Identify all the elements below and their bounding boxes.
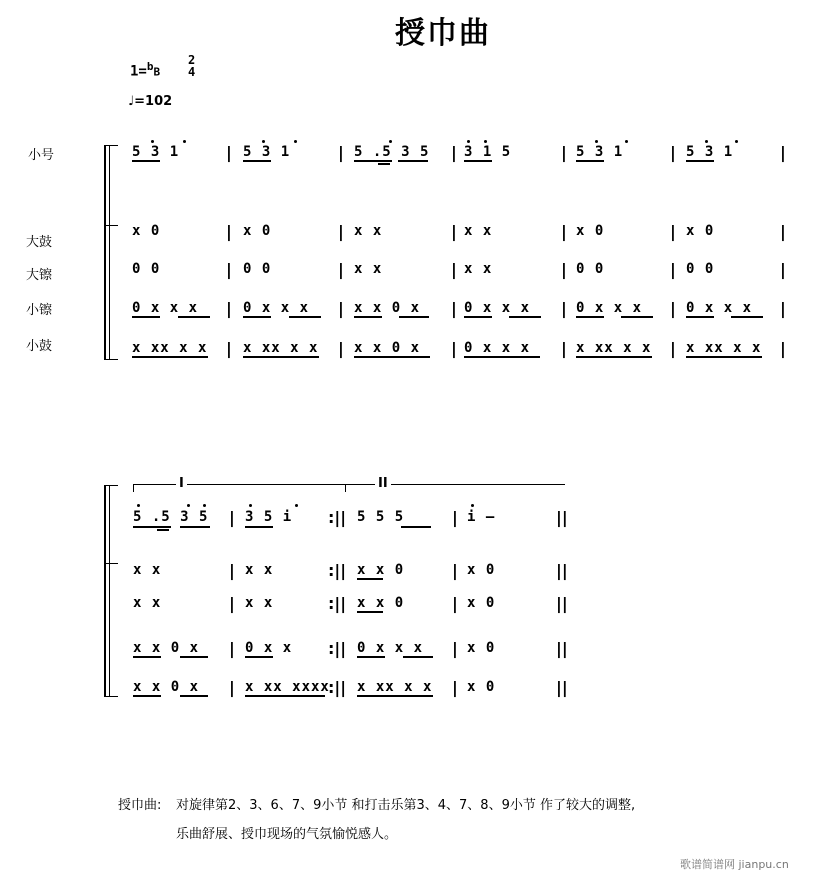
s1-bass-m3: x x	[354, 223, 383, 239]
barline: |	[338, 339, 344, 358]
instrument-trumpet: 小号	[28, 148, 55, 163]
beam-underline	[401, 526, 431, 528]
s1-cymbals-m3: x x	[354, 261, 383, 277]
barline: |	[561, 339, 567, 358]
beam-underline	[686, 356, 762, 358]
octave-dot	[389, 140, 392, 143]
s2-smallcym-m2: 0 x x	[245, 640, 293, 656]
volta-2-label: II	[375, 476, 391, 491]
system1-bracket-top	[104, 145, 118, 146]
barline: |	[338, 222, 344, 241]
s1-trumpet-m4: 3 1 5	[464, 144, 512, 160]
beam-underline	[245, 526, 273, 528]
system2-bracket-mid	[104, 563, 118, 564]
barline: |	[226, 260, 232, 279]
instrument-snare: 小鼓	[26, 339, 53, 354]
beam-underline	[289, 316, 321, 318]
beam-underline	[180, 695, 208, 697]
barline: |	[670, 260, 676, 279]
barline: |	[229, 639, 235, 658]
system1-bracket-inner	[109, 145, 110, 360]
beam-underline	[464, 160, 492, 162]
octave-dot	[249, 504, 252, 507]
octave-dot	[151, 140, 154, 143]
s1-smallcym-m6: 0 x x x	[686, 300, 753, 316]
system1-bracket-mid	[104, 225, 118, 226]
s1-cymbals-m4: x x	[464, 261, 493, 277]
barline: |	[780, 260, 786, 279]
octave-dot	[705, 140, 708, 143]
beam-underline	[354, 316, 382, 318]
s2-smallcym-m4: x 0	[467, 640, 496, 656]
barline: |	[451, 339, 457, 358]
barline: |	[780, 143, 786, 162]
barline: |	[452, 594, 458, 613]
beam-underline	[621, 316, 653, 318]
beam-underline	[686, 316, 714, 318]
system2-bracket-outer	[104, 485, 106, 697]
octave-dot	[187, 504, 190, 507]
octave-dot	[625, 140, 628, 143]
key-signature	[130, 60, 160, 80]
barline: |	[670, 222, 676, 241]
beam-underline	[132, 316, 160, 318]
repeat-end: :||	[328, 508, 347, 527]
beam-underline	[403, 656, 433, 658]
final-barline: ||	[556, 561, 568, 580]
system2-bracket-inner	[109, 485, 110, 697]
instrument-bass-drum: 大鼓	[26, 235, 53, 250]
beam-underline	[357, 611, 383, 613]
barline: |	[451, 222, 457, 241]
barline: |	[670, 143, 676, 162]
beam-underline	[399, 316, 429, 318]
beam-underline	[357, 656, 385, 658]
s1-smallcym-m3: x x 0 x	[354, 300, 421, 316]
s1-cymbals-m6: 0 0	[686, 261, 715, 277]
s1-smallcym-m5: 0 x x x	[576, 300, 643, 316]
s2-smallcym-m1: x x 0 x	[133, 640, 200, 656]
s1-bass-m2: x 0	[243, 223, 272, 239]
s1-bass-m6: x 0	[686, 223, 715, 239]
beam-underline	[180, 526, 210, 528]
volta-1-line	[133, 484, 345, 485]
beam-underline	[243, 356, 319, 358]
s1-cymbals-m5: 0 0	[576, 261, 605, 277]
system1-bracket-bottom	[104, 359, 118, 360]
barline: |	[561, 222, 567, 241]
barline: |	[338, 143, 344, 162]
barline: |	[229, 678, 235, 697]
page-title: 授巾曲	[395, 16, 491, 51]
system1-bracket-outer	[104, 145, 106, 360]
repeat-end: :||	[328, 639, 347, 658]
beam-underline	[354, 160, 392, 162]
s1-smallcym-m4: 0 x x x	[464, 300, 531, 316]
s2-trumpet-m2: 3 5 i	[245, 509, 293, 525]
s1-cymbals-m2: 0 0	[243, 261, 272, 277]
barline: |	[451, 299, 457, 318]
s2-cymbals-m4: x 0	[467, 595, 496, 611]
beam-underline	[357, 578, 383, 580]
octave-dot	[203, 504, 206, 507]
beam-underline	[576, 356, 652, 358]
barline: |	[226, 299, 232, 318]
tempo-mark: ♩=102	[128, 94, 173, 109]
s1-trumpet-m5: 5 3 1	[576, 144, 624, 160]
final-barline: ||	[556, 594, 568, 613]
s2-trumpet-m3: 5 5 5	[357, 509, 405, 525]
description-line1: 对旋律第2、3、6、7、9小节 和打击乐第3、4、7、8、9小节 作了较大的调整,	[176, 798, 636, 813]
description-line2: 乐曲舒展、授巾现场的气氛愉悦感人。	[176, 827, 398, 842]
s2-snare-m2: x xx xxxx	[245, 679, 330, 695]
barline: |	[226, 143, 232, 162]
beam-underline	[576, 160, 604, 162]
barline: |	[451, 143, 457, 162]
beam-underline	[464, 356, 540, 358]
s1-snare-m1: x xx x x	[132, 340, 208, 356]
barline: |	[338, 260, 344, 279]
barline: |	[780, 222, 786, 241]
beam-underline	[180, 656, 208, 658]
s1-snare-m3: x x 0 x	[354, 340, 421, 356]
barline: |	[451, 260, 457, 279]
octave-dot	[467, 140, 470, 143]
barline: |	[226, 339, 232, 358]
beam-underline	[398, 160, 428, 162]
barline: |	[780, 339, 786, 358]
octave-dot	[137, 504, 140, 507]
s1-smallcym-m1: 0 x x x	[132, 300, 199, 316]
s1-trumpet-m3: 5 .5 3 5	[354, 144, 430, 160]
volta-1-label: I	[176, 476, 187, 491]
s2-bass-m1: x x	[133, 562, 162, 578]
barline: |	[452, 508, 458, 527]
s1-bass-m5: x 0	[576, 223, 605, 239]
system2-bracket-bottom	[104, 696, 118, 697]
beam-underline	[133, 656, 161, 658]
key-flat: b	[146, 60, 154, 73]
barline: |	[452, 678, 458, 697]
s1-snare-m4: 0 x x x	[464, 340, 531, 356]
beam-underline	[686, 160, 714, 162]
beam-underline	[133, 695, 161, 697]
beam-underline	[245, 695, 325, 697]
barline: |	[670, 339, 676, 358]
s1-snare-m5: x xx x x	[576, 340, 652, 356]
s2-bass-m4: x 0	[467, 562, 496, 578]
barline: |	[226, 222, 232, 241]
beam-underline	[357, 695, 433, 697]
s1-bass-m4: x x	[464, 223, 493, 239]
watermark: 歌谱简谱网 jianpu.cn	[680, 858, 789, 871]
octave-dot	[262, 140, 265, 143]
octave-dot	[295, 504, 298, 507]
volta-1-tick	[133, 484, 134, 492]
beam-underline	[576, 316, 604, 318]
key-one-eq: 1=	[130, 63, 147, 80]
barline: |	[338, 299, 344, 318]
beam-underline	[178, 316, 210, 318]
s1-trumpet-m6: 5 3 1	[686, 144, 734, 160]
final-barline: ||	[556, 508, 568, 527]
beam-underline	[731, 316, 763, 318]
s2-smallcym-m3: 0 x x x	[357, 640, 424, 656]
barline: |	[780, 299, 786, 318]
system2-bracket-top	[104, 485, 118, 486]
s2-snare-m3: x xx x x	[357, 679, 433, 695]
s2-trumpet-m1: 5 .5 3 5	[133, 509, 209, 525]
repeat-end: :||	[328, 678, 347, 697]
barline: |	[452, 639, 458, 658]
s1-snare-m6: x xx x x	[686, 340, 762, 356]
octave-dot	[183, 140, 186, 143]
beam-underline	[354, 356, 430, 358]
barline: |	[561, 260, 567, 279]
beam-underline	[243, 316, 271, 318]
barline: |	[229, 508, 235, 527]
beam-underline	[132, 356, 208, 358]
s1-snare-m2: x xx x x	[243, 340, 319, 356]
barline: |	[229, 561, 235, 580]
s2-cymbals-m2: x x	[245, 595, 274, 611]
beam-underline	[132, 160, 160, 162]
instrument-small-cymbal: 小镲	[26, 303, 53, 318]
final-barline: ||	[556, 639, 568, 658]
beam-underline	[464, 316, 492, 318]
octave-dot	[294, 140, 297, 143]
beam-underline	[157, 529, 169, 531]
barline: |	[561, 299, 567, 318]
repeat-end: :||	[328, 561, 347, 580]
s1-trumpet-m1: 5 3 1	[132, 144, 180, 160]
s2-bass-m2: x x	[245, 562, 274, 578]
s2-cymbals-m3: x x 0	[357, 595, 405, 611]
beam-underline	[245, 656, 273, 658]
barline: |	[229, 594, 235, 613]
volta-2-tick	[345, 484, 346, 492]
octave-dot	[484, 140, 487, 143]
beam-underline	[509, 316, 541, 318]
octave-dot	[595, 140, 598, 143]
key-note: B	[153, 65, 161, 79]
barline: |	[670, 299, 676, 318]
repeat-end: :||	[328, 594, 347, 613]
octave-dot	[471, 504, 474, 507]
octave-dot	[735, 140, 738, 143]
beam-underline	[133, 526, 171, 528]
s2-trumpet-m4: i —	[467, 509, 496, 525]
instrument-cymbals: 大镲	[26, 268, 53, 283]
time-sig-numerator: 2	[188, 53, 196, 67]
s1-smallcym-m2: 0 x x x	[243, 300, 310, 316]
s2-snare-m1: x x 0 x	[133, 679, 200, 695]
barline: |	[452, 561, 458, 580]
barline: |	[561, 143, 567, 162]
final-barline: ||	[556, 678, 568, 697]
s1-cymbals-m1: 0 0	[132, 261, 161, 277]
time-signature	[188, 54, 195, 78]
s1-bass-m1: x 0	[132, 223, 161, 239]
s2-bass-m3: x x 0	[357, 562, 405, 578]
time-sig-denominator: 4	[188, 65, 196, 79]
s1-trumpet-m2: 5 3 1	[243, 144, 291, 160]
s2-snare-m4: x 0	[467, 679, 496, 695]
s2-cymbals-m1: x x	[133, 595, 162, 611]
beam-underline	[243, 160, 271, 162]
description-label: 授巾曲:	[118, 798, 162, 813]
beam-underline	[378, 163, 390, 165]
